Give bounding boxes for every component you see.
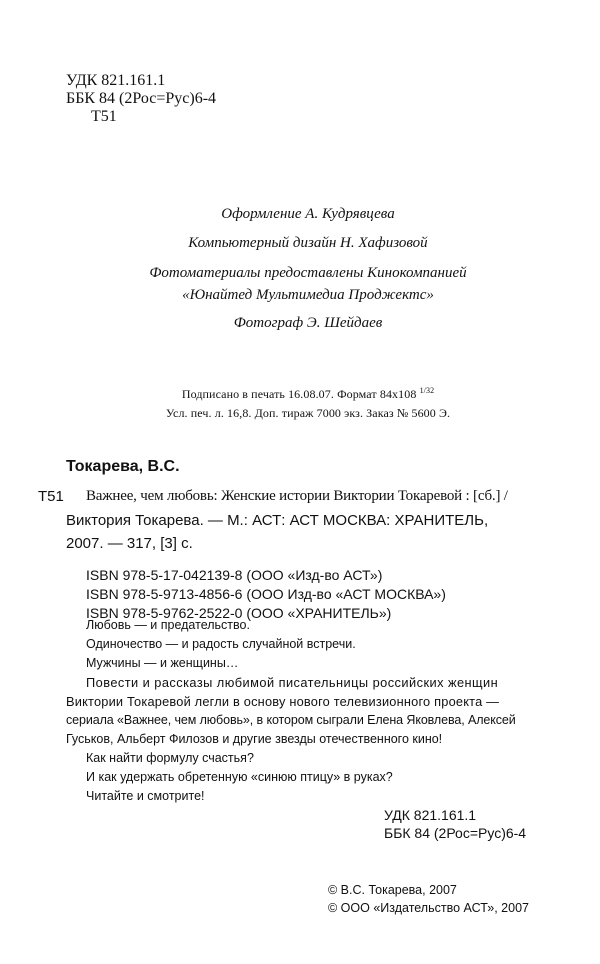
annotation-line: Любовь — и предательство.	[86, 618, 250, 632]
annotation-line: Мужчины — и женщины…	[86, 656, 239, 670]
format-fraction: 1/32	[419, 386, 435, 395]
card-author: Токарева, В.С.	[66, 458, 180, 475]
photographer-credit: Фотограф Э. Шейдаев	[233, 315, 383, 331]
annotation-line: Одиночество — и радость случайной встречи.	[86, 637, 356, 651]
classification-block	[66, 72, 216, 126]
photo-provided-line1: Фотоматериалы предоставлены Кинокомпанией	[149, 265, 467, 281]
card-title-line-1: Важнее, чем любовь: Женские истории Виктории Токаревой : [сб.] /	[86, 488, 508, 504]
annotation-line: Гуськов, Альберт Филозов и другие звезды отечественного кино!	[66, 732, 443, 746]
print-line-1	[8, 381, 600, 404]
copyright-publisher: © ООО «Издательство АСТ», 2007	[328, 901, 529, 915]
annotation-line: сериала «Важнее, чем любовь», в котором сыграли Елена Яковлева, Алексей	[66, 713, 516, 727]
card-bbk-code: ББК 84 (2Рос=Рус)6-4	[384, 825, 527, 841]
annotation-line: Виктории Токаревой легли в основу нового телевизионного проекта —	[66, 694, 500, 709]
annotation-line: Читайте и смотрите!	[86, 789, 205, 803]
isbn-list	[86, 566, 446, 623]
udk-code: УДК 821.161.1	[66, 72, 166, 89]
print-info	[8, 381, 600, 423]
print-line-1-text: Подписано в печать 16.08.07. Формат 84x108	[181, 387, 420, 401]
card-mark: Т51	[38, 488, 64, 505]
card-classification	[384, 806, 526, 842]
bbk-code: ББК 84 (2Рос=Рус)6-4	[66, 90, 217, 107]
annotation	[66, 616, 550, 806]
card-udk-code: УДК 821.161.1	[384, 807, 477, 823]
card-title-line-3: 2007. — 317, [3] с.	[66, 535, 193, 552]
credits-block	[8, 200, 600, 336]
author-mark: Т51	[91, 108, 117, 125]
photo-provided-line2: «Юнайтед Мультимедиа Проджектс»	[182, 287, 434, 303]
isbn-item: ISBN 978-5-9762-2522-0 (ООО «ХРАНИТЕЛЬ»)	[86, 605, 392, 621]
isbn-item: ISBN 978-5-9713-4856-6 (ООО Изд-во «АСТ МОСКВА»)	[86, 586, 446, 602]
computer-design-credit: Компьютерный дизайн Н. Хафизовой	[188, 235, 428, 251]
annotation-line: Повести и рассказы любимой писательницы российских женщин	[86, 675, 499, 690]
copyright-block	[328, 881, 529, 917]
card-title-line-2: Виктория Токарева. — М.: АСТ: АСТ МОСКВА: ХРАНИТЕЛЬ,	[66, 512, 489, 529]
annotation-line: И как удержать обретенную «синюю птицу» в руках?	[86, 770, 393, 784]
print-line-2: Усл. печ. л. 16,8. Доп. тираж 7000 экз. Заказ № 5600 Э.	[165, 406, 451, 420]
design-credit: Оформление А. Кудрявцева	[221, 206, 395, 222]
annotation-line: Как найти формулу счастья?	[86, 751, 254, 765]
copyright-author: © В.С. Токарева, 2007	[328, 883, 457, 897]
isbn-item: ISBN 978-5-17-042139-8 (ООО «Изд-во АСТ»)	[86, 567, 383, 583]
